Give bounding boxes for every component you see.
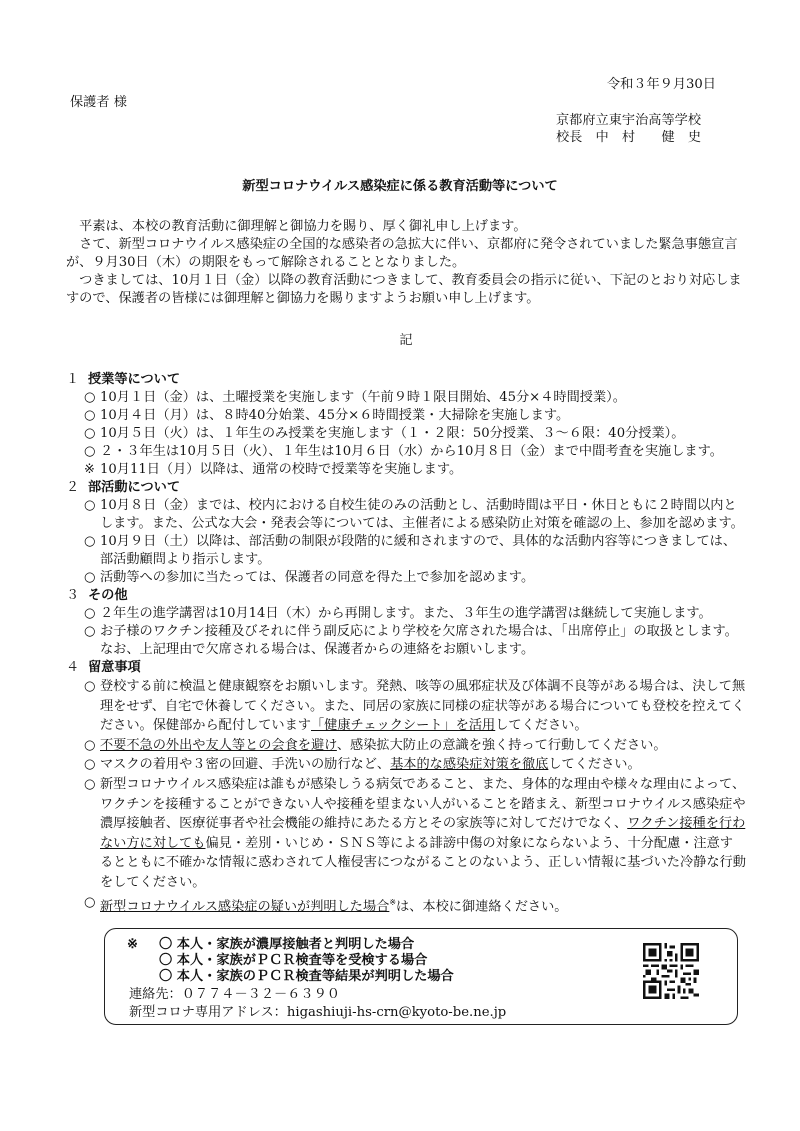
section-title: 留意事項: [88, 660, 141, 675]
principal-name: 校長 中 村 健 史: [556, 130, 702, 145]
circle-bullet-icon: ○: [84, 534, 96, 549]
section-heading-precautions: [66, 659, 746, 677]
circle-bullet-icon: ○: [84, 757, 96, 773]
underlined-text: 基本的な感染症対策を徹底: [390, 757, 549, 773]
list-item: ○ 10月５日（火）は、１年生のみ授業を実施します（１・２限：50分授業、３～６限：40分授業）。: [84, 426, 685, 441]
contact-phone: 連絡先：０７７４－３２－６３９０: [129, 987, 340, 1002]
section-number: １: [66, 372, 80, 387]
list-item: ○ 活動等への参加に当たっては、保護者の同意を得た上で参加を認めます。: [84, 570, 535, 585]
circle-bullet-icon: ○: [84, 737, 96, 753]
underlined-text: 新型コロナウイルス感染症の疑いが判明した場合: [100, 898, 390, 914]
list-item: ○ ２・３年生は10月５日（火）、１年生は10月６日（水）から10月８日（金）まで中間考査を実施します。: [84, 444, 723, 459]
qr-code-icon: [643, 943, 699, 999]
document-title: 新型コロナウイルス感染症に係る教育活動等について: [242, 179, 558, 194]
note-condition: 〇 本人・家族がＰＣＲ検査等を受検する場合: [159, 953, 428, 968]
list-item: ※ 10月11日（月）以降は、通常の校時で授業等を実施します。: [84, 462, 463, 477]
list-item: ○ 登校する前に検温と健康観察をお願いします。発熱、咳等の風邪症状及び体調不良等がある場合は、決して無理をせず、自宅で休養してください。また、同居の家族に同様の症状等がある場合についても登校を控えてください。保健部から配付しています「健康チェックシート」を活用してください。: [84, 679, 746, 734]
addressee: 保護者 様: [70, 95, 127, 110]
underlined-text: 「健康チェックシート」を活用: [311, 718, 496, 734]
circle-bullet-icon: ○: [84, 570, 96, 585]
list-item: ○ 10月９日（土）以降は、部活動の制限が段階的に緩和されますので、具体的な活動内容等につきましては、部活動顧問より指示します。: [84, 534, 737, 567]
circle-bullet-icon: ○: [84, 444, 96, 459]
circle-bullet-icon: ○: [84, 606, 96, 621]
section-number: ４: [66, 660, 80, 675]
list-item: ○ 10月１日（金）は、土曜授業を実施します（午前９時１限目開始、45分×４時間授業）。: [84, 390, 626, 405]
underlined-text: 不要不急の外出や友人等との会食を避け: [100, 737, 337, 753]
circle-bullet-icon: ○: [84, 498, 96, 513]
list-item: ○ 10月８日（金）までは、校内における自校生徒のみの活動とし、活動時間は平日・休日ともに２時間以内とします。また、公式な大会・発表会等については、主催者による感染防止対策を確認の上、参加を認めます。: [84, 498, 744, 531]
document-body: [66, 218, 746, 917]
section-heading-club-activities: [66, 479, 746, 497]
section-number: ３: [66, 588, 80, 603]
section-title: その他: [88, 588, 128, 603]
note-superscript: ※: [389, 897, 397, 907]
section-title: 部活動について: [88, 480, 181, 495]
section-heading-classes: [66, 371, 746, 389]
circle-bullet-icon: ○: [84, 624, 96, 639]
note-condition: 〇 本人・家族のＰＣＲ検査等結果が判明した場合: [159, 969, 454, 984]
contact-note-box: [104, 928, 738, 1025]
section-number: ２: [66, 480, 80, 495]
list-item: ○ 不要不急の外出や友人等との会食を避け、感染拡大防止の意識を強く持って行動してください。: [66, 736, 746, 756]
list-item: ○ 新型コロナウイルス感染症の疑いが判明した場合※は、本校に御連絡ください。: [84, 894, 568, 914]
list-item: ○ お子様のワクチン接種及びそれに伴う副反応により学校を欠席された場合は、「出席停止」の取扱とします。なお、上記理由で欠席される場合は、保護者からの連絡をお願いします。: [84, 624, 738, 657]
list-item: ○ 10月４日（月）は、８時40分始業、45分×６時間授業・大掃除を実施します。: [84, 408, 570, 423]
contact-email[interactable]: 新型コロナ専用アドレス：higashiuji-hs-crn@kyoto-be.ne.jp: [129, 1005, 507, 1020]
section-title: 授業等について: [88, 372, 181, 387]
circle-bullet-icon: ○: [84, 408, 96, 423]
intro-paragraph-1: 平素は、本校の教育活動に御理解と御協力を賜り、厚く御礼申し上げます。: [66, 219, 527, 234]
circle-bullet-icon: ○: [84, 679, 96, 694]
underlined-text: ワクチン接種を行わない方に対しても: [100, 816, 746, 851]
intro-paragraph-3: つきましては、10月１日（金）以降の教育活動につきまして、教育委員会の指示に従い、下記のとおり対応しますので、保護者の皆様には御理解と御協力を賜りますようお願い申し上げます。: [66, 273, 742, 306]
ki-marker: 記: [399, 333, 413, 348]
circle-bullet-icon: ○: [84, 390, 96, 405]
circle-bullet-icon: ○: [84, 426, 96, 441]
school-name: 京都府立東宇治高等学校: [556, 113, 702, 128]
note-mark-icon: ※: [84, 462, 96, 477]
note-asterisk: ※: [127, 937, 139, 952]
circle-bullet-icon: ○: [84, 776, 96, 792]
list-item: ○ マスクの着用や３密の回避、手洗いの励行など、基本的な感染症対策を徹底してください。: [66, 755, 746, 775]
list-item: ○ ２年生の進学講習は10月14日（木）から再開します。また、３年生の進学講習は継続して実施します。: [84, 606, 712, 621]
list-item: ○ 新型コロナウイルス感染症は誰もが感染しうる病気であること、また、身体的な理由や様々な理由によって、ワクチンを接種することができない人や接種を望まない人がいることを踏まえ、新型コロナウイルス感染症や濃厚接触者、医療従事者や社会機能の維持にあたる方とその家族等に対してだけでなく、ワクチン接種を行わない方に対しても偏見・差別・いじめ・ＳＮＳ等による誹謗中傷の対象にならないよう、十分配慮・注意するとともに不確かな情報に惑わされて人権侵害につながることのないよう、正しい情報に基づいた冷静な行動をしてください。: [84, 776, 746, 890]
circle-bullet-icon: ○: [84, 894, 96, 910]
note-condition: 〇 本人・家族が濃厚接触者と判明した場合: [159, 937, 415, 952]
intro-paragraph-2: さて、新型コロナウイルス感染症の全国的な感染者の急拡大に伴い、京都府に発令されていました緊急事態宣言が、９月30日（木）の期限をもって解除されることとなりました。: [66, 237, 738, 270]
section-heading-other: [66, 587, 746, 605]
document-date: 令和３年９月30日: [606, 77, 716, 92]
